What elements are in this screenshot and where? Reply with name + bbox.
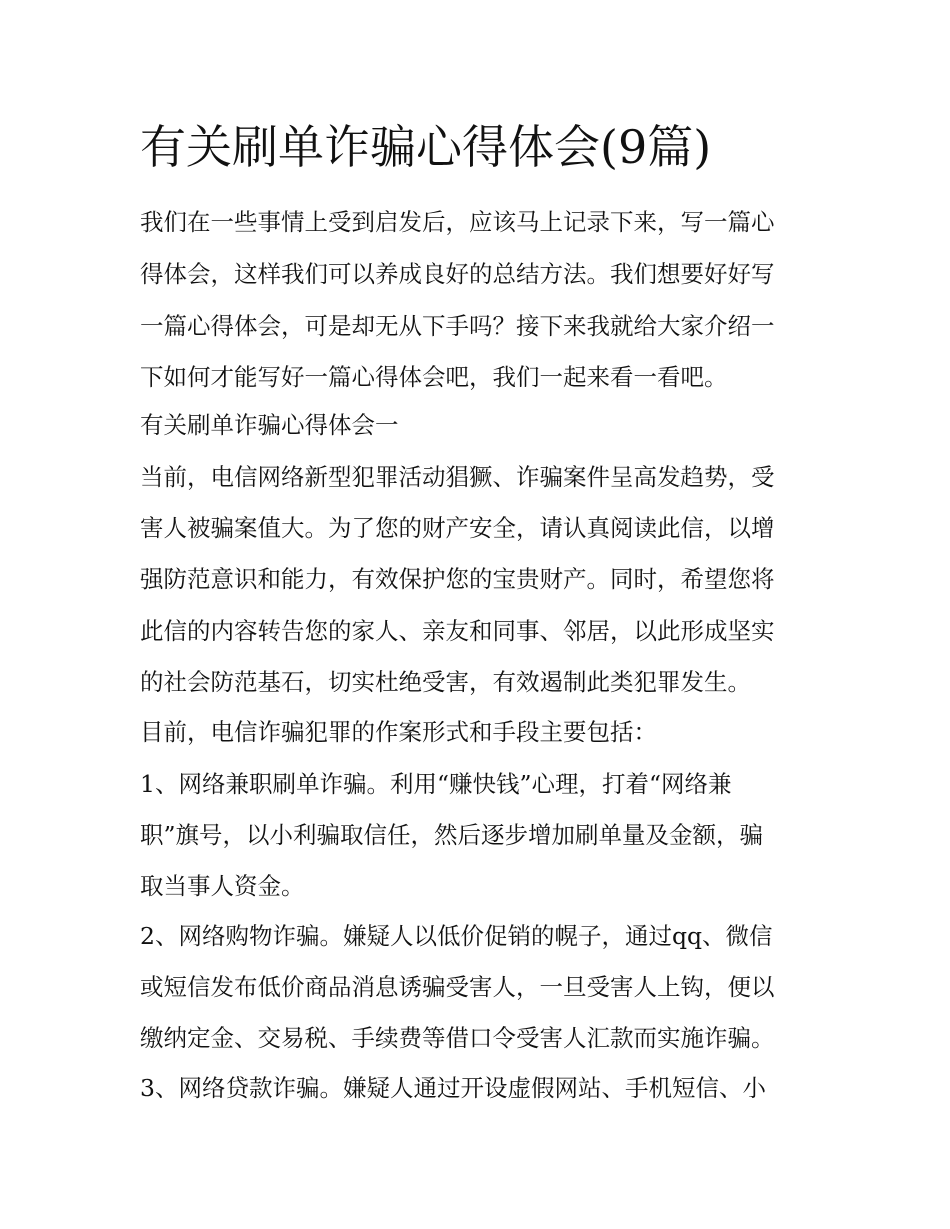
list-item-line: 取当事人资金。 xyxy=(140,872,305,900)
paragraph-line: 目前，电信诈骗犯罪的作案形式和手段主要包括： xyxy=(140,718,657,746)
list-item-line: 职”旗号，以小利骗取信任，然后逐步增加刷单量及金额，骗 xyxy=(140,821,764,849)
list-item-line: 或短信发布低价商品消息诱骗受害人，一旦受害人上钩，便以 xyxy=(140,973,775,1001)
list-item-line: 1、网络兼职刷单诈骗。利用“赚快钱”心理，打着“网络兼 xyxy=(140,770,732,798)
paragraph-line: 害人被骗案值大。为了您的财产安全，请认真阅读此信，以增 xyxy=(140,514,775,542)
paragraph-line: 此信的内容转告您的家人、亲友和同事、邻居，以此形成坚实 xyxy=(140,617,775,645)
section-heading: 有关刷单诈骗心得体会一 xyxy=(140,411,399,439)
paragraph-line: 下如何才能写好一篇心得体会吧，我们一起来看一看吧。 xyxy=(140,363,728,391)
paragraph-line: 的社会防范基石，切实杜绝受害，有效遏制此类犯罪发生。 xyxy=(140,668,751,696)
paragraph-line: 得体会，这样我们可以养成良好的总结方法。我们想要好好写 xyxy=(140,260,775,288)
document-title: 有关刷单诈骗心得体会(9篇) xyxy=(140,120,712,174)
list-item-line: 3、网络贷款诈骗。嫌疑人通过开设虚假网站、手机短信、小 xyxy=(140,1074,766,1102)
list-item-line: 2、网络购物诈骗。嫌疑人以低价促销的幌子，通过qq、微信 xyxy=(140,922,773,950)
paragraph-line: 当前，电信网络新型犯罪活动猖獗、诈骗案件呈高发趋势，受 xyxy=(140,463,775,491)
paragraph-line: 强防范意识和能力，有效保护您的宝贵财产。同时，希望您将 xyxy=(140,565,775,593)
list-item-line: 缴纳定金、交易税、手续费等借口令受害人汇款而实施诈骗。 xyxy=(140,1024,775,1052)
paragraph-line: 我们在一些事情上受到启发后，应该马上记录下来，写一篇心 xyxy=(140,208,775,236)
paragraph-line: 一篇心得体会，可是却无从下手吗？接下来我就给大家介绍一 xyxy=(140,312,775,340)
